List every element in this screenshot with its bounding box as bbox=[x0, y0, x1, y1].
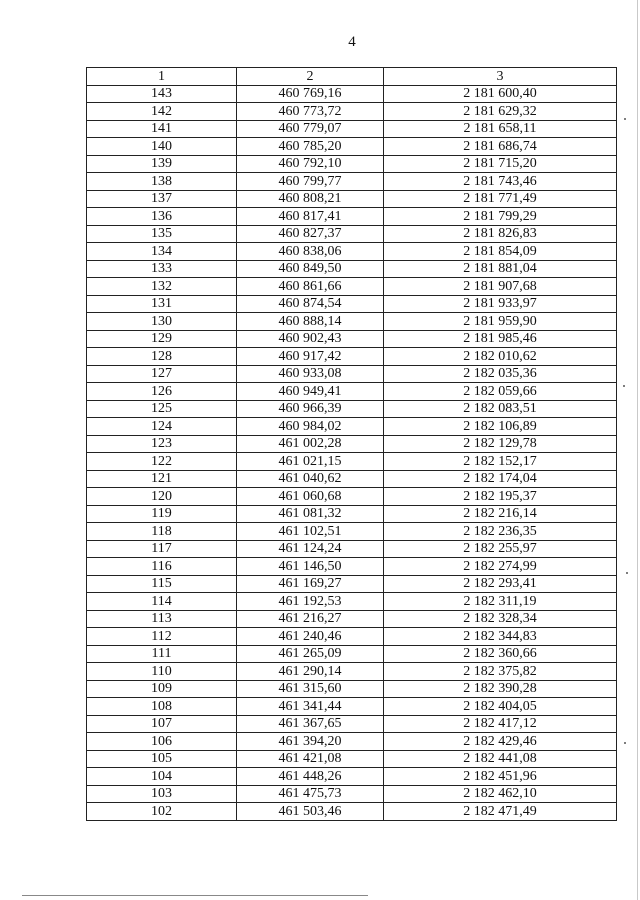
table-body bbox=[87, 85, 617, 820]
cell-y: 2 182 390,28 bbox=[384, 680, 617, 698]
cell-point-number: 137 bbox=[87, 190, 237, 208]
cell-x: 461 192,53 bbox=[237, 593, 384, 611]
cell-point-number: 103 bbox=[87, 785, 237, 803]
cell-x: 461 315,60 bbox=[237, 680, 384, 698]
cell-y: 2 182 429,46 bbox=[384, 733, 617, 751]
cell-x: 461 503,46 bbox=[237, 803, 384, 821]
cell-x: 461 290,14 bbox=[237, 663, 384, 681]
table-header-row bbox=[87, 68, 617, 86]
table-row bbox=[87, 85, 617, 103]
cell-y: 2 181 881,04 bbox=[384, 260, 617, 278]
cell-y: 2 182 360,66 bbox=[384, 645, 617, 663]
cell-x: 460 917,42 bbox=[237, 348, 384, 366]
cell-point-number: 126 bbox=[87, 383, 237, 401]
cell-x: 461 169,27 bbox=[237, 575, 384, 593]
cell-y: 2 181 771,49 bbox=[384, 190, 617, 208]
cell-point-number: 140 bbox=[87, 138, 237, 156]
cell-y: 2 182 174,04 bbox=[384, 470, 617, 488]
cell-y: 2 182 311,19 bbox=[384, 593, 617, 611]
cell-y: 2 182 344,83 bbox=[384, 628, 617, 646]
cell-y: 2 181 743,46 bbox=[384, 173, 617, 191]
table-row bbox=[87, 733, 617, 751]
table-row bbox=[87, 190, 617, 208]
table-row bbox=[87, 768, 617, 786]
cell-x: 460 861,66 bbox=[237, 278, 384, 296]
table-row bbox=[87, 785, 617, 803]
cell-y: 2 182 462,10 bbox=[384, 785, 617, 803]
cell-y: 2 181 907,68 bbox=[384, 278, 617, 296]
cell-x: 460 874,54 bbox=[237, 295, 384, 313]
cell-point-number: 118 bbox=[87, 523, 237, 541]
cell-point-number: 113 bbox=[87, 610, 237, 628]
cell-point-number: 132 bbox=[87, 278, 237, 296]
cell-point-number: 125 bbox=[87, 400, 237, 418]
cell-y: 2 182 129,78 bbox=[384, 435, 617, 453]
table-row bbox=[87, 593, 617, 611]
cell-x: 460 773,72 bbox=[237, 103, 384, 121]
cell-x: 461 448,26 bbox=[237, 768, 384, 786]
cell-y: 2 182 441,08 bbox=[384, 750, 617, 768]
table-row bbox=[87, 698, 617, 716]
cell-x: 460 808,21 bbox=[237, 190, 384, 208]
cell-x: 460 799,77 bbox=[237, 173, 384, 191]
cell-y: 2 181 985,46 bbox=[384, 330, 617, 348]
cell-point-number: 141 bbox=[87, 120, 237, 138]
table-row bbox=[87, 365, 617, 383]
cell-x: 461 002,28 bbox=[237, 435, 384, 453]
cell-point-number: 123 bbox=[87, 435, 237, 453]
cell-x: 460 785,20 bbox=[237, 138, 384, 156]
cell-x: 461 102,51 bbox=[237, 523, 384, 541]
cell-point-number: 122 bbox=[87, 453, 237, 471]
cell-x: 461 216,27 bbox=[237, 610, 384, 628]
cell-y: 2 182 293,41 bbox=[384, 575, 617, 593]
cell-point-number: 142 bbox=[87, 103, 237, 121]
table-row bbox=[87, 295, 617, 313]
cell-point-number: 111 bbox=[87, 645, 237, 663]
table-row bbox=[87, 558, 617, 576]
cell-x: 461 265,09 bbox=[237, 645, 384, 663]
cell-y: 2 182 255,97 bbox=[384, 540, 617, 558]
scan-speck bbox=[626, 572, 628, 574]
cell-x: 461 124,24 bbox=[237, 540, 384, 558]
cell-x: 460 902,43 bbox=[237, 330, 384, 348]
cell-y: 2 181 933,97 bbox=[384, 295, 617, 313]
cell-x: 460 933,08 bbox=[237, 365, 384, 383]
cell-x: 461 040,62 bbox=[237, 470, 384, 488]
header-cell-point-number: 1 bbox=[87, 68, 237, 86]
cell-y: 2 181 959,90 bbox=[384, 313, 617, 331]
page-number: 4 bbox=[348, 34, 356, 50]
cell-y: 2 182 010,62 bbox=[384, 348, 617, 366]
cell-point-number: 127 bbox=[87, 365, 237, 383]
cell-x: 461 060,68 bbox=[237, 488, 384, 506]
cell-point-number: 143 bbox=[87, 85, 237, 103]
coordinates-table bbox=[86, 67, 617, 821]
cell-y: 2 181 600,40 bbox=[384, 85, 617, 103]
cell-y: 2 182 328,34 bbox=[384, 610, 617, 628]
cell-point-number: 112 bbox=[87, 628, 237, 646]
cell-point-number: 133 bbox=[87, 260, 237, 278]
cell-x: 461 367,65 bbox=[237, 715, 384, 733]
cell-point-number: 104 bbox=[87, 768, 237, 786]
table-row bbox=[87, 120, 617, 138]
table-row bbox=[87, 750, 617, 768]
table-row bbox=[87, 680, 617, 698]
table-row bbox=[87, 418, 617, 436]
cell-x: 461 341,44 bbox=[237, 698, 384, 716]
cell-y: 2 182 451,96 bbox=[384, 768, 617, 786]
scan-speck bbox=[624, 118, 626, 120]
cell-x: 460 888,14 bbox=[237, 313, 384, 331]
header-cell-x: 2 bbox=[237, 68, 384, 86]
cell-x: 461 394,20 bbox=[237, 733, 384, 751]
cell-x: 460 949,41 bbox=[237, 383, 384, 401]
cell-y: 2 182 404,05 bbox=[384, 698, 617, 716]
cell-y: 2 181 658,11 bbox=[384, 120, 617, 138]
cell-point-number: 135 bbox=[87, 225, 237, 243]
cell-y: 2 182 236,35 bbox=[384, 523, 617, 541]
table-row bbox=[87, 488, 617, 506]
cell-point-number: 108 bbox=[87, 698, 237, 716]
cell-x: 460 769,16 bbox=[237, 85, 384, 103]
table-row bbox=[87, 260, 617, 278]
cell-y: 2 182 152,17 bbox=[384, 453, 617, 471]
cell-x: 460 827,37 bbox=[237, 225, 384, 243]
cell-y: 2 182 375,82 bbox=[384, 663, 617, 681]
table-row bbox=[87, 243, 617, 261]
cell-y: 2 182 083,51 bbox=[384, 400, 617, 418]
cell-point-number: 114 bbox=[87, 593, 237, 611]
table-row bbox=[87, 383, 617, 401]
table-row bbox=[87, 400, 617, 418]
cell-y: 2 182 035,36 bbox=[384, 365, 617, 383]
cell-y: 2 181 715,20 bbox=[384, 155, 617, 173]
cell-y: 2 181 686,74 bbox=[384, 138, 617, 156]
cell-y: 2 181 799,29 bbox=[384, 208, 617, 226]
table-row bbox=[87, 103, 617, 121]
table-row bbox=[87, 663, 617, 681]
table-row bbox=[87, 330, 617, 348]
scan-edge-line bbox=[22, 895, 368, 896]
cell-y: 2 181 854,09 bbox=[384, 243, 617, 261]
cell-point-number: 121 bbox=[87, 470, 237, 488]
cell-point-number: 129 bbox=[87, 330, 237, 348]
table-row bbox=[87, 155, 617, 173]
cell-point-number: 109 bbox=[87, 680, 237, 698]
header-cell-y: 3 bbox=[384, 68, 617, 86]
table-row bbox=[87, 173, 617, 191]
cell-point-number: 138 bbox=[87, 173, 237, 191]
cell-x: 461 240,46 bbox=[237, 628, 384, 646]
cell-point-number: 139 bbox=[87, 155, 237, 173]
cell-point-number: 120 bbox=[87, 488, 237, 506]
scan-speck bbox=[623, 385, 625, 387]
page-edge-line bbox=[637, 0, 638, 900]
scan-speck bbox=[624, 742, 626, 744]
cell-point-number: 116 bbox=[87, 558, 237, 576]
cell-y: 2 182 471,49 bbox=[384, 803, 617, 821]
cell-x: 461 081,32 bbox=[237, 505, 384, 523]
cell-x: 461 475,73 bbox=[237, 785, 384, 803]
cell-x: 460 966,39 bbox=[237, 400, 384, 418]
table-row bbox=[87, 610, 617, 628]
cell-x: 460 779,07 bbox=[237, 120, 384, 138]
cell-point-number: 124 bbox=[87, 418, 237, 436]
table-row bbox=[87, 575, 617, 593]
cell-point-number: 117 bbox=[87, 540, 237, 558]
table-row bbox=[87, 225, 617, 243]
cell-point-number: 106 bbox=[87, 733, 237, 751]
cell-x: 461 021,15 bbox=[237, 453, 384, 471]
cell-x: 461 421,08 bbox=[237, 750, 384, 768]
cell-point-number: 105 bbox=[87, 750, 237, 768]
cell-point-number: 130 bbox=[87, 313, 237, 331]
cell-x: 460 817,41 bbox=[237, 208, 384, 226]
cell-point-number: 119 bbox=[87, 505, 237, 523]
cell-x: 460 849,50 bbox=[237, 260, 384, 278]
table-row bbox=[87, 803, 617, 821]
table-row bbox=[87, 470, 617, 488]
cell-point-number: 107 bbox=[87, 715, 237, 733]
cell-point-number: 110 bbox=[87, 663, 237, 681]
cell-y: 2 182 106,89 bbox=[384, 418, 617, 436]
table-row bbox=[87, 435, 617, 453]
cell-y: 2 182 216,14 bbox=[384, 505, 617, 523]
table-row bbox=[87, 138, 617, 156]
cell-y: 2 182 059,66 bbox=[384, 383, 617, 401]
table-row bbox=[87, 645, 617, 663]
table-row bbox=[87, 208, 617, 226]
table-row bbox=[87, 505, 617, 523]
cell-point-number: 134 bbox=[87, 243, 237, 261]
table-row bbox=[87, 453, 617, 471]
table-row bbox=[87, 348, 617, 366]
cell-y: 2 181 826,83 bbox=[384, 225, 617, 243]
table-row bbox=[87, 313, 617, 331]
table-row bbox=[87, 715, 617, 733]
cell-x: 461 146,50 bbox=[237, 558, 384, 576]
table-row bbox=[87, 628, 617, 646]
cell-point-number: 102 bbox=[87, 803, 237, 821]
cell-point-number: 136 bbox=[87, 208, 237, 226]
table-row bbox=[87, 523, 617, 541]
cell-x: 460 792,10 bbox=[237, 155, 384, 173]
cell-point-number: 131 bbox=[87, 295, 237, 313]
cell-point-number: 128 bbox=[87, 348, 237, 366]
cell-x: 460 838,06 bbox=[237, 243, 384, 261]
cell-y: 2 182 417,12 bbox=[384, 715, 617, 733]
cell-y: 2 182 274,99 bbox=[384, 558, 617, 576]
table-row bbox=[87, 278, 617, 296]
cell-x: 460 984,02 bbox=[237, 418, 384, 436]
table-row bbox=[87, 540, 617, 558]
cell-point-number: 115 bbox=[87, 575, 237, 593]
cell-y: 2 182 195,37 bbox=[384, 488, 617, 506]
cell-y: 2 181 629,32 bbox=[384, 103, 617, 121]
